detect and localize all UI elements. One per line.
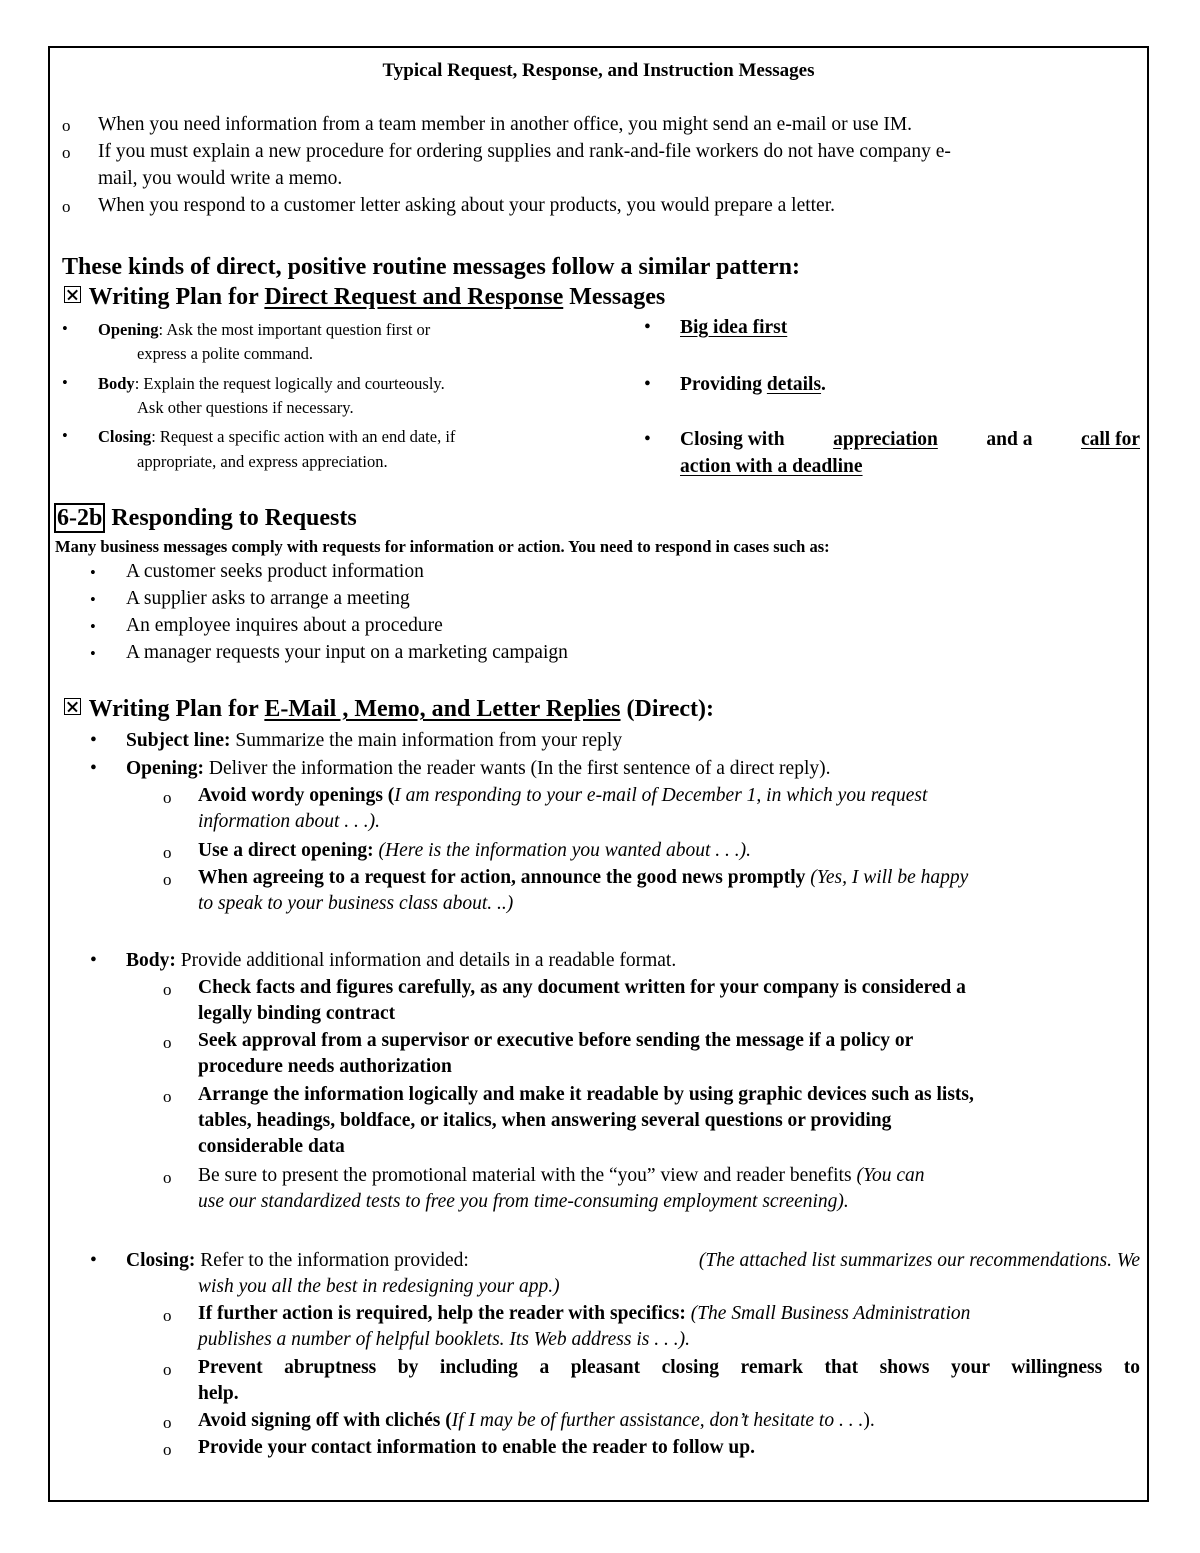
plan1-right-2: Providing details. xyxy=(680,374,826,395)
plan2-closing: Closing: Refer to the information provided: (The attached list summarizes our recommendations. We xyxy=(126,1250,1140,1271)
closing-tip-1-cont: publishes a number of helpful booklets. Its Web address is . . .). xyxy=(198,1329,690,1350)
closing-tip-1: If further action is required, help the reader with specifics: (The Small Business Administration xyxy=(198,1303,971,1324)
plan1-closing-cont: appropriate, and express appreciation. xyxy=(137,452,388,471)
case-item-4: A manager requests your input on a marketing campaign xyxy=(126,642,568,663)
section-heading: 6-2b Responding to Requests xyxy=(54,503,357,533)
bullet: • xyxy=(90,1250,97,1271)
bullet: o xyxy=(163,843,172,862)
plan2-heading: Writing Plan for E-Mail , Memo, and Letter Replies (Direct): xyxy=(64,696,714,723)
intro-bullet-2: If you must explain a new procedure for ordering supplies and rank-and-file workers do not have company e- xyxy=(98,141,951,162)
body-tip-2: Seek approval from a supervisor or executive before sending the message if a policy or xyxy=(198,1030,914,1051)
plan1-right-1: Big idea first xyxy=(680,317,788,338)
opening-tip-1-cont: information about . . .). xyxy=(198,811,381,832)
bullet: • xyxy=(90,758,97,779)
body-tip-4-cont: use our standardized tests to free you from time-consuming employment screening). xyxy=(198,1191,849,1212)
plan2-opening: Opening: Deliver the information the reader wants (In the first sentence of a direct reply). xyxy=(126,758,831,779)
opening-tip-3: When agreeing to a request for action, announce the good news promptly (Yes, I will be happy xyxy=(198,867,969,888)
opening-tip-1: Avoid wordy openings (I am responding to your e-mail of December 1, in which you request xyxy=(198,785,928,806)
plan1-right-3: Closing with appreciation and a call for xyxy=(680,429,1140,450)
intro-bullet-3: When you respond to a customer letter asking about your products, you would prepare a letter. xyxy=(98,195,836,216)
closing-tip-3: Avoid signing off with clichés (If I may be of further assistance, don’t hesitate to . . .). xyxy=(198,1410,875,1431)
bullet: • xyxy=(62,373,68,392)
bullet: • xyxy=(644,317,651,338)
case-item-3: An employee inquires about a procedure xyxy=(126,615,443,636)
bullet: • xyxy=(90,950,97,971)
body-tip-2-cont: procedure needs authorization xyxy=(198,1056,452,1077)
opening-tip-2: Use a direct opening: (Here is the information you wanted about . . .). xyxy=(198,840,751,861)
bullet: o xyxy=(163,788,172,807)
bullet: o xyxy=(62,116,71,135)
plan1-closing: Closing: Request a specific action with an end date, if xyxy=(98,427,456,446)
plan1-body-cont: Ask other questions if necessary. xyxy=(137,398,354,417)
bullet: o xyxy=(62,197,71,216)
body-tip-3-cont2: considerable data xyxy=(198,1136,345,1157)
bullet: • xyxy=(62,319,68,338)
plan2-closing-cont: wish you all the best in redesigning your app.) xyxy=(198,1276,560,1297)
body-tip-1: Check facts and figures carefully, as any document written for your company is considered a xyxy=(198,977,966,998)
section-code: 6-2b xyxy=(54,503,105,533)
bullet: o xyxy=(163,1413,172,1432)
bullet: • xyxy=(90,563,96,582)
checkbox-icon xyxy=(64,698,81,715)
bullet: o xyxy=(163,1168,172,1187)
bullet: • xyxy=(62,426,68,445)
plan1-heading: Writing Plan for Direct Request and Response Messages xyxy=(64,284,665,311)
plan2-subject: Subject line: Summarize the main information from your reply xyxy=(126,730,623,751)
bullet: o xyxy=(163,980,172,999)
bullet: o xyxy=(163,870,172,889)
pattern-heading: These kinds of direct, positive routine messages follow a similar pattern: xyxy=(62,254,800,280)
plan2-body: Body: Provide additional information and details in a readable format. xyxy=(126,950,677,971)
checkbox-icon xyxy=(64,286,81,303)
page-title: Typical Request, Response, and Instruction Messages xyxy=(382,60,815,81)
bullet: o xyxy=(163,1360,172,1379)
plan1-opening-cont: express a polite command. xyxy=(137,344,313,363)
plan1-opening: Opening: Ask the most important question first or xyxy=(98,320,431,339)
case-item-2: A supplier asks to arrange a meeting xyxy=(126,588,410,609)
plan1-body: Body: Explain the request logically and courteously. xyxy=(98,374,445,393)
intro-bullet-1: When you need information from a team member in another office, you might send an e-mail or use IM. xyxy=(98,114,913,135)
case-item-1: A customer seeks product information xyxy=(126,561,424,582)
bullet: o xyxy=(163,1033,172,1052)
bullet: • xyxy=(644,429,651,450)
bullet: o xyxy=(62,143,71,162)
bullet: • xyxy=(90,617,96,636)
section-lead: Many business messages comply with requests for information or action. You need to respond in cases such as: xyxy=(55,537,830,556)
opening-tip-3-cont: to speak to your business class about. ..) xyxy=(198,893,514,914)
plan1-right-3-cont: action with a deadline xyxy=(680,456,863,477)
bullet: • xyxy=(90,590,96,609)
bullet: • xyxy=(644,374,651,395)
bullet: o xyxy=(163,1306,172,1325)
closing-tip-2: Prevent abruptness by including a pleasant closing remark that shows your willingness to xyxy=(198,1357,1140,1378)
body-tip-3-cont: tables, headings, boldface, or italics, when answering several questions or providing xyxy=(198,1110,892,1131)
closing-tip-2-cont: help. xyxy=(198,1383,239,1404)
closing-tip-4: Provide your contact information to enable the reader to follow up. xyxy=(198,1437,755,1458)
bullet: o xyxy=(163,1440,172,1459)
body-tip-4: Be sure to present the promotional material with the “you” view and reader benefits (You can xyxy=(198,1165,925,1186)
body-tip-1-cont: legally binding contract xyxy=(198,1003,396,1024)
bullet: o xyxy=(163,1087,172,1106)
intro-bullet-2-cont: mail, you would write a memo. xyxy=(98,168,343,189)
bullet: • xyxy=(90,730,97,751)
body-tip-3: Arrange the information logically and make it readable by using graphic devices such as lists, xyxy=(198,1084,974,1105)
bullet: • xyxy=(90,644,96,663)
